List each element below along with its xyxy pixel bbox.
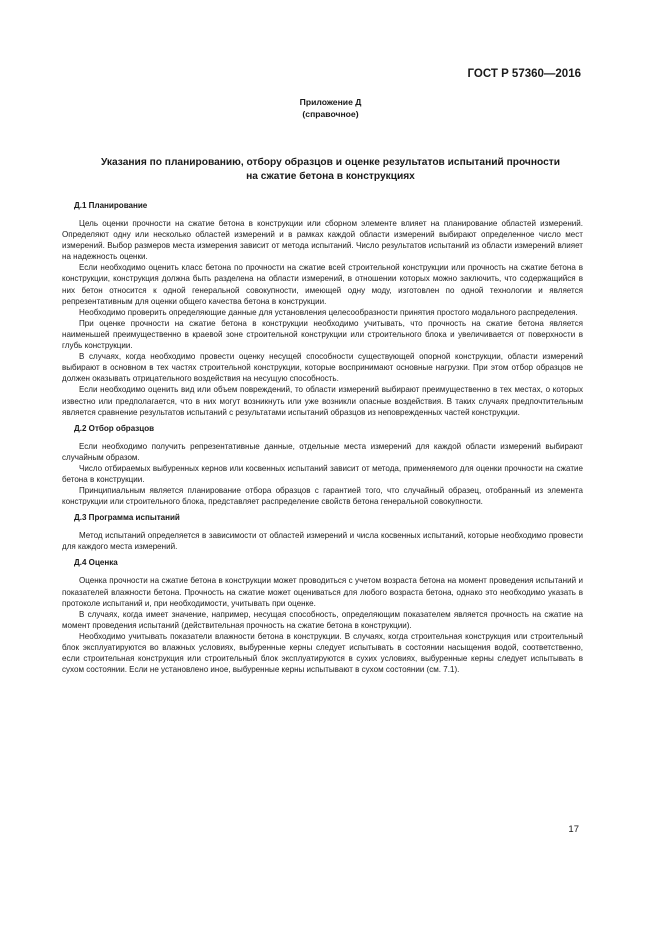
paragraph: Цель оценки прочности на сжатие бетона в конструкции или сборном элементе влияет на планирование областей измерений. Определяют одну или несколько областей измерений и в рамках каждой области измерений выбирают определенное число мест измерений. Выбор размеров места измерения зависит от метода испытаний. Число результатов испытаний из области измерений влияет на надежность оценки.	[62, 219, 583, 262]
annex-title-line-2: на сжатие бетона в конструкциях	[246, 171, 415, 182]
paragraph: В случаях, когда имеет значение, например, несущая способность, определяющим показателем является прочность на сжатие на момент проведения испытаний (действительная прочность на сжатие бетона в конструкции).	[62, 609, 583, 630]
section-heading-d2: Д.2 Отбор образцов	[74, 423, 155, 433]
paragraph: В случаях, когда необходимо провести оценку несущей способности существующей опорной конструкции, области измерений выбирают в основном в тех частях строительной конструкции, которые воспринимают основные нагрузки. При этом отбор образцов не должен оказывать отрицательного воздействия на несущую способность.	[62, 352, 583, 384]
paragraph: Если необходимо получить репрезентативные данные, отдельные места измерений для каждой области измерений выбирают случайным образом.	[62, 441, 583, 462]
paragraph: Необходимо учитывать показатели влажности бетона в конструкции. В случаях, когда строительная конструкция или строительный блок эксплуатируются во влажных условиях, выбуренные керны следует испытывать в состоянии насыщения водой, соответственно, если строительная конструкция или строительный блок эксплуатируются в сухих условиях, выбуренные керны следует испытывать в сухом состоянии. Если не установлено иное, выбуренные керны испытывают в сухом состоянии (см. 7.1).	[62, 631, 583, 675]
page-number: 17	[568, 824, 579, 835]
document-body	[62, 200, 583, 675]
section-heading-d4: Д.4 Оценка	[74, 558, 118, 568]
paragraph: Необходимо проверить определяющие данные для установления целесообразности принятия простого модального распределения.	[79, 307, 578, 317]
annex-label: Приложение Д	[299, 97, 362, 107]
annex-title-line-1: Указания по планированию, отбору образцов и оценке результатов испытаний прочности	[100, 157, 561, 168]
paragraph: Если необходимо оценить вид или объем повреждений, то области измерений выбирают преимущественно в тех местах, о которых известно или предполагается, что в них могут возникнуть или уже возникли опасные воздействия. В таких случаях предпочтительным является сравнение результатов испытаний с результатами испытаний образцов из неповрежденных частей конструкции.	[62, 385, 583, 417]
paragraph: Число отбираемых выбуренных кернов или косвенных испытаний зависит от метода, применяемого для оценки прочности на сжатие бетона в конструкции.	[62, 463, 583, 484]
annex-header	[0, 96, 661, 120]
paragraph: При оценке прочности на сжатие бетона в конструкции необходимо учитывать, что прочность на сжатие бетона является наименьшей преимущественно в краевой зоне строительной конструкции или строительного блока и увеличивается от поверхности в глубь конструкции.	[62, 318, 583, 351]
section-heading-d1: Д.1 Планирование	[74, 201, 148, 210]
annex-note: (справочное)	[302, 109, 359, 119]
paragraph: Принципиальным является планирование отбора образцов с гарантией того, что случайный образец, отобранный из элемента конструкции или строительного блока, представляет распределение свойств бетона генеральной совокупности.	[62, 486, 583, 507]
section-heading-d3: Д.3 Программа испытаний	[74, 513, 180, 523]
paragraph: Оценка прочности на сжатие бетона в конструкции может проводиться с учетом возраста бетона на момент проведения испытаний и показателей влажности бетона. Прочность на сжатие может оцениваться для любого возраста бетона, однако это необходимо указать в протоколе испытаний и, при необходимости, учитывать при оценке.	[62, 576, 583, 608]
annex-title	[60, 156, 601, 184]
paragraph: Метод испытаний определяется в зависимости от областей измерений и числа косвенных испытаний, которые необходимо провести для каждого места измерений.	[62, 531, 583, 552]
document-number: ГОСТ Р 57360—2016	[467, 68, 581, 80]
paragraph: Если необходимо оценить класс бетона по прочности на сжатие всей строительной конструкции или прочность на сжатие бетона в конструкции, конструкция должна быть разделена на области измерений, в отношении которых можно заключить, что содержащийся в них бетон относится к одной генеральной совокупности, имеющей одну моду, изготовлен по одной технологии и является репрезентативным для оценки общего качества бетона в конструкции.	[62, 263, 583, 306]
